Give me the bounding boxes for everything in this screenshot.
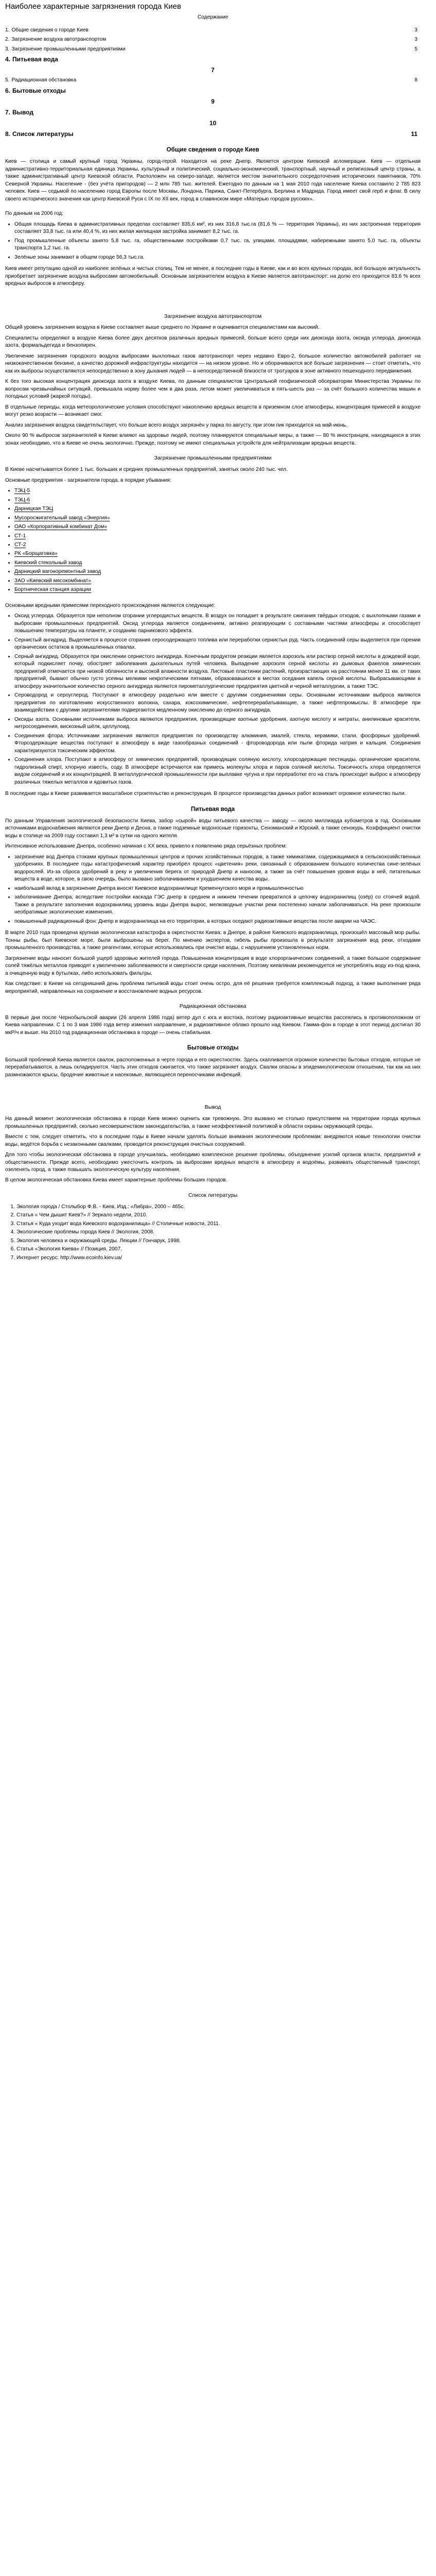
toc-item[interactable] <box>5 27 421 34</box>
paragraph: В отдельные периоды, когда метеорологические условия способствуют накоплению вредных веществ в приземном слое атмосферы, концентрация примесей в воздухе могут резко возрасти — возникает смог. <box>5 404 421 418</box>
toc-item-page: 10 <box>209 119 217 127</box>
references-list <box>5 1204 421 1262</box>
toc-item-number: 4. <box>5 56 11 63</box>
reference-item: 2. Статья « Чем дышит Киев?» // Зеркало недели, 2010. <box>16 1212 421 1219</box>
toc-item-text: Бытовые отходы <box>12 87 66 94</box>
document-page <box>0 1 426 1262</box>
bullet-list <box>5 221 421 261</box>
paragraph: В первые дни после Чернобыльской аварии (26 апреля 1986 года) ветер дул с юга и востока, поэтому радиоактивные вещества рассеялись в противоположном от Киева направлении. С 1 по 3 мая 1986 года ветер изменил направление, и радиоактивное облако прошло над Киевом. Гамма-фон в городе в этот период достигал 30 мкР/ч и выше. На 2010 год радиационная обстановка в городе — очень стабильная. <box>5 1014 421 1036</box>
list-item: • заболачивание Днепра; вследствие постройки каскада ГЭС днепр в среднем и нижнем течении превратился в цепочку водохранилищ (озёр) со стоячей водой. Также в результате заполнения водохранилищ уровень воды Днепра вырос, мелководные участки реки постепенно начали заболачиваться. На реке произошли необратимые экологические изменения. <box>14 894 421 916</box>
bullet-list <box>5 854 421 925</box>
plant-name: Дарницкая ТЭЦ <box>14 506 54 512</box>
toc-item[interactable] <box>5 87 421 95</box>
toc-heading: Содержание <box>197 14 229 21</box>
paragraph: Вместе с тем, следует отметить, что в последние годы в Киеве начали уделять больше внимания экологическим проблемам: внедряются новые технологии очистки воды, ведётся борьба с незаконными свалками, проводится реконструкция очистных сооружений. <box>5 1134 421 1147</box>
plant-name: ЗАО «Киевский мясокомбинат» <box>14 578 91 584</box>
toc-item-page: 3 <box>414 27 417 33</box>
plant-item <box>14 515 421 522</box>
paragraph: Основные предприятия - загрязнители города, в порядке убывания: <box>5 477 171 483</box>
plant-name: Мусоросжигательный завод «Энергия» <box>14 515 110 521</box>
reference-item: 5. Экология человека и окружающей среды. Лекции // Гончарук, 1998. <box>16 1238 421 1245</box>
plant-name: Дарницкий вагоноремонтный завод <box>14 569 101 575</box>
paragraph: В марте 2010 года проведена крупная экологическая катастрофа в окрестностях Киева: в Днепре, в районе Киевского водохранилища, произошёл массовый мор рыбы. Тонны рыбы, был Киевское море, были выброшены на берег. По мнению экспертов, гибель рыбы произошла в результате загрязнения вод реки, отходами промышленного производства, а также реагентами, которые использовались при очистке воды, с нарушением установленных норм. <box>5 930 421 951</box>
plant-item <box>14 487 421 495</box>
toc-item[interactable] <box>5 46 421 53</box>
toc-item-number: 6. <box>5 87 11 94</box>
pollutant-item: • Оксиды азота. Основными источниками выброса являются предприятия, производящие азотные удобрения, азотную кислоту и нитраты, анилиновые красители, нитросоединения, вискозный шёлк, целлулоид. <box>14 716 421 731</box>
pollutants-list <box>5 613 421 786</box>
paragraph: Основными вредными примесями переходного происхождения являются следующие: <box>5 602 216 608</box>
section-heading-waste: Бытовые отходы <box>187 1045 239 1052</box>
plant-name: ТЭЦ-6 <box>14 497 30 503</box>
toc-item-text: Радиационная обстановка <box>11 77 77 83</box>
table-of-contents <box>5 27 421 139</box>
plant-name: СТ-1 <box>14 533 26 539</box>
toc-item-page: 9 <box>211 97 215 105</box>
toc-item-label <box>5 36 106 43</box>
toc-item-text: Общие сведения о городе Киев <box>11 27 89 33</box>
section-heading-conclusion: Вывод <box>204 1104 221 1111</box>
paragraph: К без того высокая концентрация диоксида азота в воздухе Киева, по данным специалистов Центральной геофизической обсерватории Министерства Украины по вопросам чрезвычайных ситуаций, превышала норму более чем в два раза, летом может увеличиваться в пять-шесть раз — за счёт большого количества машин и погодных условий (жаркой погоды). <box>5 379 421 400</box>
list-item: • Под промышленные объекты занято 5,8 тыс. га, общественными постройками 0,7 тыс. га, улицами, площадями, набережными занято 5,0 тыс. га, объекты транспорта 1,2 тыс. га. <box>14 238 421 252</box>
list-item: • Общая площадь Киева в административных пределах составляет 835,6 км², из них 316,8 тыс.га (81,6 % — территория Украины), из них застроенная территория составляет 33,8 тыс. га или 40,4 %, из них жилая жилищная застройка занимает 8,2 тыс. га. <box>14 221 421 236</box>
plant-item <box>14 586 421 594</box>
reference-item: 3. Статья « Куда уходит вода Киевского водохранилища» // Столичные новости, 2011. <box>16 1221 421 1228</box>
plant-item <box>14 497 421 504</box>
toc-item-number: 2. <box>5 37 10 43</box>
toc-item-label <box>5 77 76 84</box>
section-heading-transport: Загрязнение воздуха автотранспортом <box>164 313 262 319</box>
toc-item-text: Питьевая вода <box>12 56 58 63</box>
paragraph: Для того чтобы экологическая обстановка в городе улучшилась, необходимо комплексное решение проблемы, объединение усилий органов власти, предприятий и общественности. Прежде всего, необходимо ужесточить контроль за выбросами вредных веществ в атмосферу и водоёмы, развивать общественный транспорт, озеленять город, а также повышать экологическую культуру населения. <box>5 1152 421 1173</box>
toc-item-label <box>5 55 58 64</box>
paragraph: Увеличение загрязнения городского воздуха выбросами выхлопных газов автотранспорт через недавно Евро-2, большое количество автомобилей работает на низкокачественном бензине, а качество дорожной инфраструктуры находится — на низком уровне. Но и оборачиваются всё больше загрязнения — стоит отметить, что как их выбросы осуществляются непосредственно в зону дыхания людей — в непосредственной близости от тротуаров в зоне активного пешеходного передвижения. <box>5 353 421 374</box>
list-item: • Зелёные зоны занимают в общем городе 56,3 тыс.га. <box>14 254 421 261</box>
paragraph: В последние годы в Киеве развивается масштабное строительство и реконструкция. В процессе производства данных работ возникает огромное количество пыли. <box>5 791 406 797</box>
paragraph: Около 90 % выбросов загрязнителей в Киеве влияют на здоровье людей, поэтому планируются специальные меры, а также — 80 % иностранцев, находящихся в этих зонах необходимо, что в Киеве не очень экологично. Прежде, поэтому не имеют специальных устройств для нейтрализации вредных веществ. <box>5 433 421 446</box>
pollutant-item: • Соединения хлора. Поступают в атмосферу от химических предприятий, производящих соляную кислоту, хлорсодержащие пестициды, органические красители, гидролизный спирт, хлорную известь, соду. В атмосфере встречаются как примесь молекулы хлора и паров соляной кислоты. Токсичность хлора определяется видом соединений и их концентрацией. В металлургической промышленности при выплавке чугуна и при переработке его на сталь происходит выброс в атмосферу различных тяжелых металлов и ядовитых газов. <box>14 756 421 786</box>
section-heading-references: Список литературы <box>188 1192 238 1198</box>
toc-item-page: 11 <box>411 130 417 138</box>
paragraph: На данный момент экологическая обстановка в городе Киев можно оценить как тревожную. Это вызвано не столько присутствием на территории города крупных промышленных предприятий, сколько несовершенством законодательства, а также неэффективной политикой в области охраны окружающей среды. <box>5 1116 421 1129</box>
toc-item[interactable] <box>5 108 421 117</box>
document-title: Наиболее характерные загрязнения города Киев <box>5 2 181 11</box>
plants-list <box>5 487 421 594</box>
paragraph: Общий уровень загрязнения воздуха в Киеве составляет выше среднего по Украине и оценивается специалистами как высокий. <box>5 325 320 331</box>
toc-item-label <box>5 87 66 95</box>
paragraph: Анализ загрязнения воздуха свидетельствует, что больше всего воздух загрязнён у парка по августу, при этом пик приходится на май-июнь. <box>5 422 347 428</box>
plant-item <box>14 568 421 575</box>
section-heading-water: Питьевая вода <box>190 806 235 812</box>
plant-item <box>14 550 421 557</box>
toc-item[interactable] <box>5 36 421 43</box>
reference-item: 6. Статья «Экология Киева» // Позиция, 2007. <box>16 1246 421 1253</box>
plant-item <box>14 533 421 540</box>
pollutant-item: • Серный ангидрид. Образуется при окислении сернистого ангидрида. Конечным продуктом реакции является аэрозоль или раствор серной кислоты в дождевой воде, который подкисляет почву, обостряет заболевания дыхательных путей человека. Выпадение аэрозоля серной кислоты из дымовых факелов химических предприятий отмечается при низкой облачности и высокой влажности воздуха. Листовые пластинки растений, произрастающих на расстоянии менее 11 км. от таких предприятий, бывают обычно густо усеяны мелкими некротическими пятнами, образовавшихся в местах оседания капель серной кислоты. Выбрасывающими в атмосферу значительное количество серного ангидрида являются пирометаллургические предприятия цветной и черной металлургии, а также ТЭС. <box>14 653 421 690</box>
toc-item-text: Вывод <box>12 108 33 116</box>
paragraph: Киев имеет репутацию одной из наиболее зелёных и чистых столиц. Тем не менее, в последние годы в Киеве, как и во всех крупных городах, всё большую актуальность приобретает загрязнение воздуха выбросами автомобильный. Основным загрязнителем воздуха в Киеве является автотранспорт: на долю его приходится 83,6 % всех вредных выбросов в атмосферу. <box>5 266 421 287</box>
toc-item-label <box>5 46 125 53</box>
toc-item-page: 3 <box>414 37 417 43</box>
paragraph: Киев — столица и самый крупный город Украины, город-герой. Находится на реке Днепр. Является центром Киевской агломерации. Киев — отдельная административно-территориальная единица Украины, культурный и политический, социально-экономический, транспортный, научный и религиозный центр страны, а также административный центр Киевской области. Расположен на северо-западе, является местом значительного сосредоточения исторических памятников, 70% Северной Украины. Население - (без учёта пригородов) — 2 млн 785 тыс. жителей. Ежегодно по данным на 1 мая 2010 года население Киева составило 2 785 823 человек. Киев — седьмой по населению город Европы после Москвы, Лондона, Парижа, Санкт-Петербурга, Берлина и Мадрида. Город имеет свой герб и флаг. В силу своего исторического значения как центр Киевской Руси с IX по XII век, город в славянском мире «Матерью городов русских». <box>5 159 421 202</box>
toc-item-number: 3. <box>5 46 10 52</box>
paragraph: По данным на 2006 год: <box>5 211 64 217</box>
plant-item <box>14 541 421 549</box>
plant-item <box>14 560 421 567</box>
section-heading-radiation: Радиационная обстановка <box>179 1003 247 1010</box>
toc-item-text: Загрязнение промышленными предприятиями <box>11 46 126 52</box>
toc-item-number: 8. <box>5 130 11 138</box>
plant-name: РК «Борщаговка» <box>14 551 58 557</box>
paragraph: Как следствие: в Киеве на сегодняшний день проблема питьевой воды стоит очень остро, для её решения требуется комплексный подход, а также выполнение ряда мероприятий, направленных на сохранение и восстановление водных ресурсов. <box>5 981 421 994</box>
toc-item-label <box>5 27 89 34</box>
plant-name: СТ-2 <box>14 542 26 548</box>
toc-item-page: 8 <box>414 77 417 83</box>
toc-item[interactable] <box>5 130 421 139</box>
toc-item-number: 1. <box>5 27 10 33</box>
section-heading-industry: Загрязнение промышленными предприятиями <box>154 455 272 462</box>
toc-item-page: 7 <box>211 66 215 74</box>
toc-item-number: 5. <box>5 77 10 83</box>
reference-item: 1. Экология города / Столыбор Ф.В. - Киев, Изд.: «Либра», 2000 – 465с. <box>16 1204 421 1211</box>
list-item: • наибольший вклад в загрязнение Днепра вносят Киевское водохранилище Кременчугского моря и промышленностью <box>14 885 421 892</box>
plant-name: Бортническая станция аэрации <box>14 587 91 593</box>
plant-item <box>14 505 421 513</box>
paragraph: Интенсивное использование Днепра, особенно начиная с XX века, привело к появлению ряда серьёзных проблем: <box>5 843 287 850</box>
paragraph: Большой проблемой Киева является свалок, расположенных в черте города и его окрестностях. Здесь скапливается огромное количество бытовых отходов, которые не перерабатываются, а лишь складируются. Часть этих отходов сжигается, что также загрязняет воздух. Свалки опасны в эпидемиологическом отношении, так как на них размножаются крысы, бродячие животные и насекомые, являющиеся переносчиками инфекций. <box>5 1057 421 1078</box>
plant-name: ОАО «Корпоративный комбинат Дом» <box>14 524 108 530</box>
pollutant-item: • Соединения фтора. Источниками загрязнения являются предприятия по производству алюминия, эмалей, стекла, керамики, стали, фосфорных удобрений. Фторсодержащие вещества поступают в атмосферу в виде газообразных соединений - фтороводорода или пыли фторида натрия и кальция. Соединения характеризуются токсическим эффектом. <box>14 733 421 755</box>
toc-item-label <box>5 130 73 139</box>
paragraph: Загрязнение воды наносит большой ущерб здоровью жителей города. Повышенная концентрация в воде хлорорганических соединений, а также большое содержание солей тяжёлых металлов приводят к увеличению заболеваемости и смертности среди населения. Поэтому киевлянам рекомендуется не употреблять воду из-под крана, а очищенную воду в бутылках, либо использовать фильтры. <box>5 955 421 976</box>
reference-item: 4. Экологические проблемы города Киев // Экология, 2008. <box>16 1229 421 1236</box>
pollutant-item: • Сероводород и сероуглерод. Поступают в атмосферу раздельно или вместе с другими соединениями серы. Основными источниками выброса являются предприятия по изготовлению искусственного волокна, сахара, коксохимические, нефтеперерабатывающие, а также нефтепромыслы. В атмосфере при взаимодействии с другими загрязнителями подвергаются медленному окислению до серного ангидрида. <box>14 692 421 714</box>
paragraph: В целом экологическая обстановка Киева имеет характерные проблемы больших городов. <box>5 1177 228 1183</box>
toc-item[interactable] <box>5 77 421 84</box>
toc-item-page: 5 <box>414 46 417 52</box>
toc-item-text: Загрязнение воздуха автотранспортом <box>11 37 107 43</box>
list-item: • повышенный радиационный фон: Днепр и водохранилища на его территории, в которых оседают радиоактивные вещества после аварии на ЧАЭС. <box>14 918 421 925</box>
paragraph: По данным Управления экологической безопасности Киева, забор «сырой» воды питьевого качества — заводу — около миллиарда кубометров в год. Основными источниками водоснабжения являются реки Днепр и Десна, а также подземные водоносные горизонты, Сеноманский и Юрский, а также сенокурь. Коэффициент очистки воды в столице на 2009 году составил 1,3 м³ в сутки на одного жителя. <box>5 818 421 839</box>
section-heading-general: Общие сведения о городе Киев <box>166 146 259 153</box>
toc-item-label <box>5 108 33 117</box>
toc-item-text: Список литературы <box>12 130 74 138</box>
paragraph: Специалисты определяют в воздухе Киева более двух десятков различных вредных примесей, больше всего среди них диоксида азота, оксида углерода, диоксида азота, формальдегида и бензопирен. <box>5 335 421 349</box>
toc-item-number: 7. <box>5 108 11 116</box>
plant-name: Киевский стекольный завод <box>14 560 82 566</box>
plant-item <box>14 578 421 585</box>
pollutant-item: • Сернистый ангидрид. Выделяется в процессе сгорания серосодержащего топлива или переработки сернистых руд. Часть соединений серы выделяется при горении органических остатков в промышленных отвалах. <box>14 637 421 652</box>
toc-item[interactable] <box>5 55 421 64</box>
paragraph: В Киеве насчитывается более 1 тыс. больших и средних промышленных предприятий, занятых около 240 тыс. чел. <box>5 467 288 473</box>
plant-name: ТЭЦ-5 <box>14 488 30 494</box>
pollutant-item: • Оксид углерода. Образуется при неполном сгорании углеродистых веществ. В воздух он попадает в результате сжигания твёрдых отходов, с выхлопными газами и выбросами промышленных предприятий. Оксид углерода является соединением, активно реагирующим с составными частями атмосферы и способствует повышению температуры на планете, и созданию парникового эффекта. <box>14 613 421 635</box>
reference-item: 7. Интернет ресурс: http://www.ecoinfo.kiev.ua/ <box>16 1255 421 1262</box>
plant-item <box>14 523 421 531</box>
list-item: • загрязнение вод Днепра стоками крупных промышленных центров и прочих хозяйственных городов, а также химикатами, содержащимися в сельскохозяйственных удобрениях. В последнее годы катастрофический характер приобрёл процесс «цветения» реки, связанный с образованием большого количества сине-зелёных водорослей. Из-за сброса удобрений в реку и увеличения берега от природой Днепр и наносом, а также за счёт повышения уровня воды в ней, питательных веществ в воде, которое, в свою очередь, было вызвано заболачиванием и ухудшением качества воды. <box>14 854 421 884</box>
